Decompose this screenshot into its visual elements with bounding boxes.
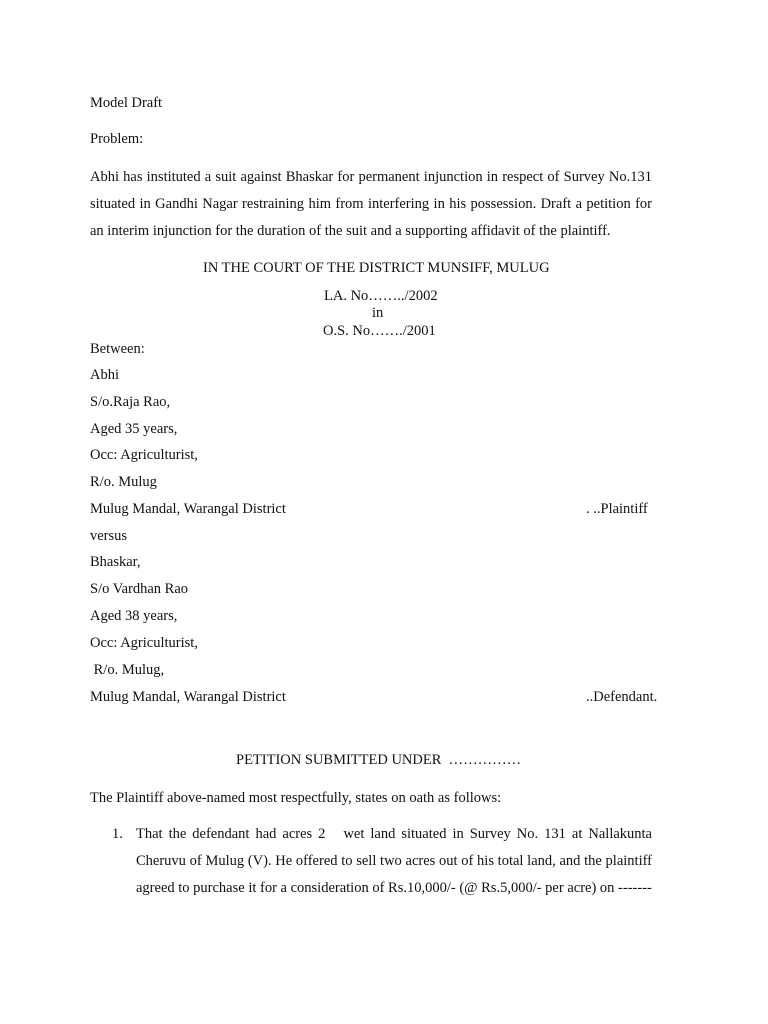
- defendant-name: Bhaskar,: [90, 554, 141, 570]
- point-number: 1.: [112, 826, 123, 842]
- plaintiff-label: . ..Plaintiff: [586, 501, 648, 517]
- document-title: Model Draft: [90, 95, 163, 111]
- defendant-father: S/o Vardhan Rao: [90, 581, 189, 597]
- point-line-2: Cheruvu of Mulug (V). He offered to sell two acres out of his total land, and the plaintiff: [136, 853, 652, 869]
- defendant-residence: R/o. Mulug,: [90, 662, 165, 678]
- in-text: in: [372, 305, 384, 321]
- plaintiff-occupation: Occ: Agriculturist,: [90, 447, 198, 463]
- problem-line-2: situated in Gandhi Nagar restraining him from interfering in his possession. Draft a petition for: [90, 196, 652, 212]
- os-number: O.S. No……./2001: [323, 323, 436, 339]
- petition-heading: PETITION SUBMITTED UNDER ……………: [236, 752, 522, 768]
- defendant-label: ..Defendant.: [586, 689, 658, 705]
- plaintiff-father: S/o.Raja Rao,: [90, 394, 171, 410]
- oath-statement: The Plaintiff above-named most respectfully, states on oath as follows:: [90, 790, 502, 806]
- defendant-age: Aged 38 years,: [90, 608, 178, 624]
- court-heading: IN THE COURT OF THE DISTRICT MUNSIFF, MULUG: [203, 260, 550, 276]
- plaintiff-age: Aged 35 years,: [90, 421, 178, 437]
- defendant-occupation: Occ: Agriculturist,: [90, 635, 198, 651]
- defendant-district: Mulug Mandal, Warangal District: [90, 689, 286, 705]
- problem-line-1: Abhi has instituted a suit against Bhaskar for permanent injunction in respect of Survey No.131: [90, 169, 652, 185]
- versus-label: versus: [90, 528, 128, 544]
- plaintiff-residence: R/o. Mulug: [90, 474, 157, 490]
- plaintiff-district: Mulug Mandal, Warangal District: [90, 501, 286, 517]
- problem-label: Problem:: [90, 131, 144, 147]
- plaintiff-name: Abhi: [90, 367, 119, 383]
- between-label: Between:: [90, 341, 145, 357]
- point-line-1: That the defendant had acres 2 wet land situated in Survey No. 131 at Nallakunta: [136, 826, 652, 842]
- la-number: LA. No……../2002: [324, 288, 438, 304]
- problem-line-3: an interim injunction for the duration of the suit and a supporting affidavit of the plaintiff.: [90, 223, 611, 239]
- point-line-3: agreed to purchase it for a consideration of Rs.10,000/- (@ Rs.5,000/- per acre) on -------: [136, 880, 652, 896]
